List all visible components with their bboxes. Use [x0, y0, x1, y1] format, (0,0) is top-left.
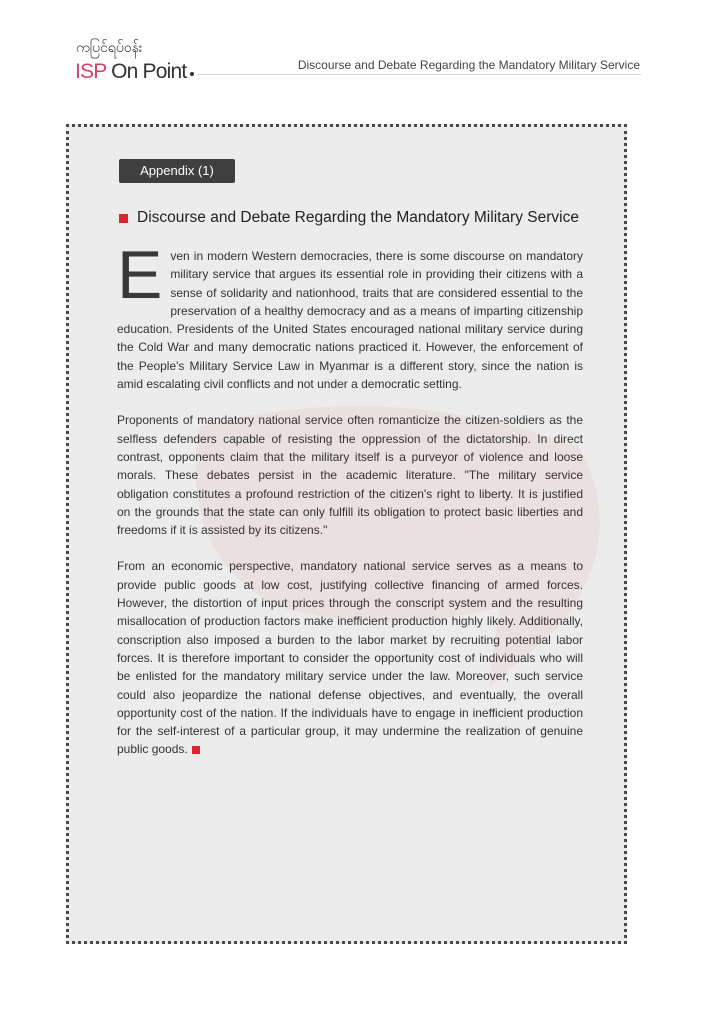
- logo: [75, 60, 186, 84]
- paragraph-2: Proponents of mandatory national service often romanticize the citizen-soldiers as the selfless defenders capable of resisting the oppression of the dictatorship. In direct contrast, opponents claim that the military itself is a purveyor of violence and loose morals. These debates persist in the academic literature. "The military service obligation constitutes a profound restriction of the citizen's right to liberty. It is justified on the grounds that the state can only fulfill its obligation to protect basic liberties and freedoms if it is assisted by its citizens.": [117, 413, 583, 538]
- header-divider: [198, 74, 641, 75]
- paragraph-1: [117, 237, 583, 393]
- paragraph-1-text: ven in modern Western democracies, there is some discourse on mandatory military service that argues its essential role in providing their citizens with a sense of solidarity and nationhood, traits that are considered essential to the preservation of a healthy democracy and as a means of imparting citizenship education. Presidents of the United States encouraged national military service during the Cold War and many democratic nations practiced it. However, the enforcement of the People's Military Service Law in Myanmar is a different story, since the nation is amid escalating civil conflicts and not under a democratic setting.: [117, 249, 583, 392]
- appendix-label: Appendix (1): [119, 159, 235, 183]
- logo-dot: [190, 72, 194, 76]
- drop-cap: E: [117, 237, 163, 313]
- red-square-bullet-icon: [119, 214, 128, 223]
- logo-isp: ISP: [75, 60, 107, 83]
- content-box: [66, 124, 627, 944]
- section-title: Discourse and Debate Regarding the Mandatory Military Service: [137, 209, 579, 226]
- logo-burmese: ကပြင်ရပ်ဝန်း: [76, 40, 143, 56]
- paragraph-3: [117, 557, 583, 758]
- paragraph-3-text: From an economic perspective, mandatory national service serves as a means to provide public goods at low cost, justifying collective financing of armed forces. However, the distortion of input prices through the conscript system and the resulting misallocation of production factors make inefficient production highly likely. Additionally, conscription also imposed a burden to the labor market by recruiting potential labor forces. It is therefore important to consider the opportunity cost of individuals who will be enlisted for the mandatory military service under the law. Moreover, such service could also jeopardize the national defense objectives, and eventually, the overall opportunity cost of the nation. If the individuals have to engage in inefficient production for the self-interest of a particular group, it may undermine the realization of genuine public goods.: [117, 559, 583, 757]
- section-heading: [119, 209, 579, 227]
- article-body: [117, 237, 583, 777]
- end-mark-icon: [192, 746, 200, 754]
- running-title: Discourse and Debate Regarding the Mandatory Military Service: [297, 58, 640, 72]
- logo-on-point: On Point: [106, 60, 187, 83]
